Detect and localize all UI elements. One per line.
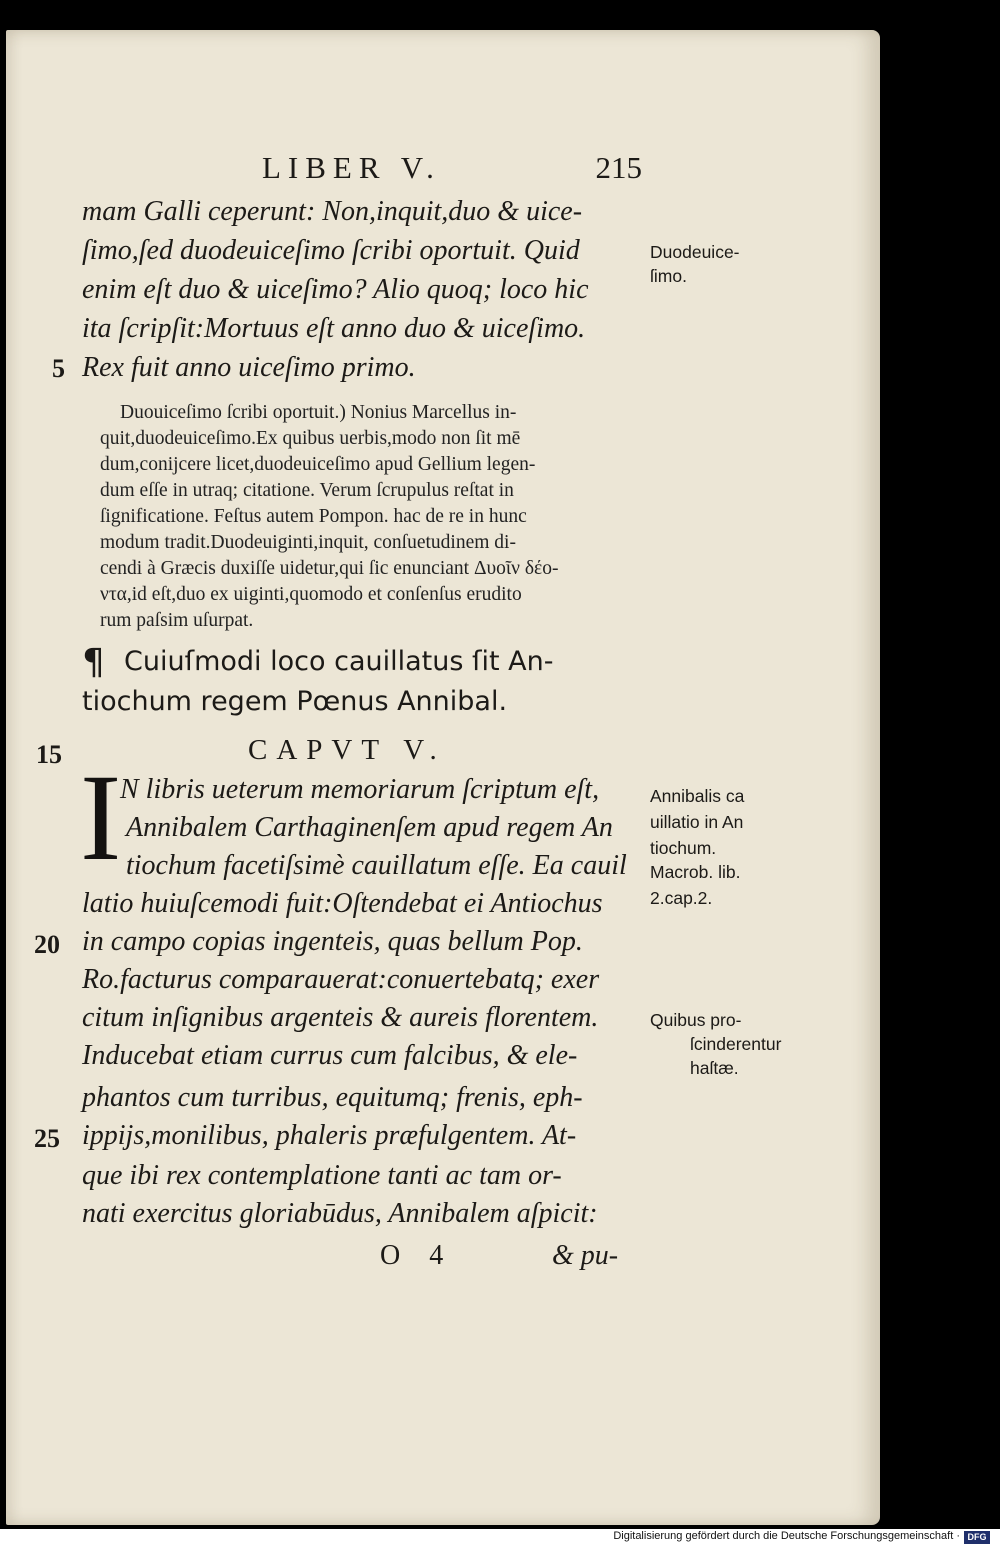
- text-line: Ro.facturus comparauerat:conuertebatq; exer: [82, 964, 600, 995]
- line-number: 5: [52, 354, 65, 383]
- funding-credit: Digitalisierung gefördert durch die Deutsche Forschungsgemeinschaft ·: [613, 1530, 960, 1542]
- marginal-note-line: tiochum.: [650, 838, 717, 858]
- folio-number: 215: [595, 150, 642, 185]
- pilcrow-mark: ¶: [82, 642, 105, 683]
- text-line: ippijs,monilibus, phaleris præfulgentem. At-: [82, 1120, 577, 1151]
- marginal-note-line: Duodeuice-: [650, 242, 740, 262]
- text-line: citum inſignibus argenteis & aureis florentem.: [82, 1002, 599, 1033]
- commentary-line: ντα,id eſt,duo ex uiginti,quomodo et conſenſus erudito: [100, 584, 522, 605]
- text-line: nati exercitus gloriabūdus, Annibalem aſpicit:: [82, 1198, 598, 1229]
- commentary-line: rum paſsim uſurpat.: [100, 610, 254, 631]
- page-header: [262, 150, 652, 190]
- footer-bar: [0, 1529, 1000, 1547]
- commentary-line: modum tradit.Duodeuiginti,inquit, conſuetudinem di-: [100, 532, 516, 553]
- commentary-line: dum eſſe in utraq; citatione. Verum ſcrupulus reſtat in: [100, 480, 514, 501]
- text-line: latio huiuſcemodi fuit:Oſtendebat ei Antiochus: [82, 888, 603, 919]
- text-line: ſimo,ſed duodeuiceſimo ſcribi oportuit. Quid: [82, 235, 580, 266]
- text-line: mam Galli ceperunt: Non,inquit,duo & uice-: [82, 196, 583, 227]
- marginal-note-line: Annibalis ca: [650, 786, 745, 806]
- marginal-note-line: Quibus pro-: [650, 1010, 742, 1030]
- section-heading-line: Cuiuſmodi loco cauillatus ſit An-: [124, 646, 554, 677]
- text-line: N libris ueterum memoriarum ſcriptum eſt,: [120, 774, 600, 805]
- text-line: in campo copias ingenteis, quas bellum Pop.: [82, 926, 583, 957]
- line-number: 25: [34, 1124, 60, 1153]
- text-line: enim eſt duo & uiceſimo? Alio quoq; loco hic: [82, 274, 589, 305]
- text-line: tiochum facetiſsimè cauillatum eſſe. Ea cauil: [126, 850, 627, 881]
- text-line: Inducebat etiam currus cum falcibus, & ele-: [82, 1040, 578, 1071]
- marginal-note-line: ſimo.: [650, 266, 687, 286]
- marginal-note-line: ſcinderentur: [690, 1034, 782, 1054]
- section-heading-line: tiochum regem Pœnus Annibal.: [82, 686, 508, 717]
- dfg-logo-icon: DFG: [964, 1531, 990, 1544]
- drop-cap-initial: I: [80, 749, 122, 886]
- marginal-note-line: 2.cap.2.: [650, 888, 713, 908]
- text-line: Annibalem Carthaginenſem apud regem An: [126, 812, 613, 843]
- text-line: ita ſcripſit:Mortuus eſt anno duo & uiceſimo.: [82, 313, 586, 344]
- marginal-note-line: Macrob. lib.: [650, 862, 741, 882]
- commentary-line: ſignificatione. Feſtus autem Pompon. hac de re in hunc: [100, 506, 527, 527]
- running-head: LIBER V.: [262, 150, 441, 185]
- marginal-note-line: haſtæ.: [690, 1058, 739, 1078]
- commentary-line: dum,conijcere licet,duodeuiceſimo apud Gellium legen-: [100, 454, 536, 475]
- chapter-title: CAPVT V.: [248, 734, 446, 766]
- catchword: & pu-: [552, 1240, 619, 1271]
- commentary-line: quit,duodeuiceſimo.Ex quibus uerbis,modo non ſit mē: [100, 428, 521, 449]
- commentary-line: cendi à Græcis duxiſſe uidetur,qui ſic enunciant Δυοῖν δέο-: [100, 558, 559, 579]
- line-number: 15: [36, 740, 62, 769]
- signature-mark: O 4: [380, 1240, 444, 1271]
- text-line: Rex fuit anno uiceſimo primo.: [82, 352, 416, 383]
- commentary-line: Duouiceſimo ſcribi oportuit.) Nonius Marcellus in-: [120, 402, 517, 423]
- text-line: phantos cum turribus, equitumq; frenis, eph-: [82, 1082, 583, 1113]
- text-line: que ibi rex contemplatione tanti ac tam or-: [82, 1160, 562, 1191]
- marginal-note-line: uillatio in An: [650, 812, 744, 832]
- line-number: 20: [34, 930, 60, 959]
